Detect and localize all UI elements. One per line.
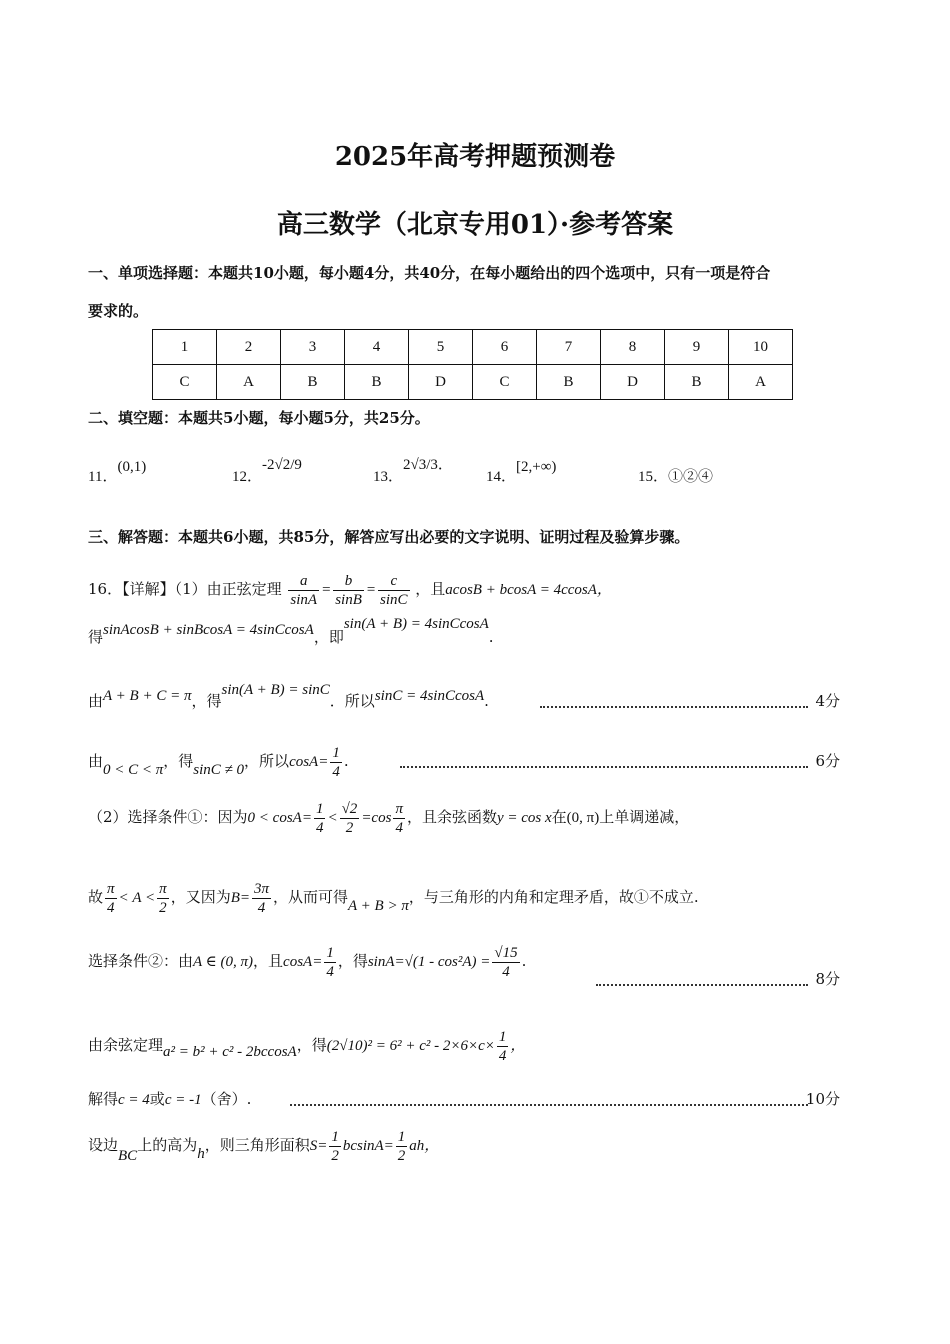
- math-expression: sinC ≠ 0: [193, 761, 245, 778]
- score-leader-dots: [540, 706, 808, 708]
- text: 由: [88, 751, 104, 770]
- text: 或: [149, 1090, 165, 1108]
- score-leader-dots: [596, 984, 808, 986]
- q16-line7: [88, 944, 526, 981]
- answer-table-number-row: [153, 330, 793, 365]
- math-expression: sinC = 4sinCcosA: [374, 688, 485, 704]
- text: .: [488, 628, 494, 646]
- math-expression: A + B + C = π: [103, 688, 192, 704]
- answer-label: 13．: [373, 469, 404, 485]
- text: 由: [88, 692, 104, 710]
- fill-answer-12: [232, 457, 302, 486]
- math-expression: (0, π): [566, 809, 600, 826]
- math-B: B= $\frac{3\pi}{4}$: [230, 881, 270, 916]
- q16-line1: [88, 572, 612, 609]
- table-cell: 5: [409, 330, 473, 365]
- q16-line5: [88, 800, 689, 837]
- math-cosA: cosA= $\frac{1}{4}$: [289, 745, 340, 780]
- fill-answer-15: [638, 465, 713, 486]
- page-subtitle: 高三数学（北京专用01）·参考答案: [276, 210, 674, 240]
- answer-label: 15．: [638, 469, 669, 485]
- table-cell: 4: [345, 330, 409, 365]
- score-marker: 6分: [815, 752, 840, 770]
- math-expression: h: [197, 1145, 205, 1162]
- text: 在: [551, 807, 567, 826]
- answer-table: [152, 329, 793, 400]
- q16-line2: [88, 616, 494, 647]
- table-cell: C: [153, 365, 217, 400]
- text: .: [521, 951, 527, 970]
- table-cell: B: [537, 365, 601, 400]
- text: 16．【详解】（1）由正弦定理: [88, 579, 282, 598]
- math-expression: 0 < C < π: [103, 761, 164, 778]
- table-cell: D: [601, 365, 665, 400]
- text: 解得: [88, 1090, 119, 1108]
- text: ，且: [415, 579, 446, 598]
- math-area: S= $\frac{1}{2}$ bcsinA= $\frac{1}{2}$ ah，: [309, 1129, 440, 1164]
- answer-table-answer-row: [153, 365, 793, 400]
- q16-line8: [88, 1028, 525, 1065]
- answer-value: 2√3/3．: [403, 457, 453, 473]
- table-cell: 3: [281, 330, 345, 365]
- section2-heading: 二、填空题：本题共5小题，每小题5分，共25分。: [88, 409, 430, 427]
- math-expression: sinAcosB + sinBcosA = 4sinCcosA: [103, 622, 314, 638]
- table-cell: A: [217, 365, 281, 400]
- text: ，所以: [244, 751, 290, 770]
- score-marker: 8分: [815, 970, 840, 988]
- table-cell: 6: [473, 330, 537, 365]
- text: ，且: [253, 951, 284, 970]
- answer-value: -2√2/9: [262, 457, 302, 473]
- text: 得: [88, 628, 104, 646]
- math-expression: c = 4: [118, 1092, 150, 1108]
- text: （2）选择条件①：因为: [88, 807, 248, 826]
- answer-value: (0,1): [117, 459, 147, 475]
- page-title: 2025年高考押题预测卷: [334, 142, 616, 172]
- text: .: [343, 751, 349, 770]
- text: 选择条件②：由: [88, 951, 194, 970]
- math-expression: sin(A + B) = 4sinCcosA: [343, 616, 489, 632]
- fill-answer-14: [486, 459, 557, 486]
- score-leader-dots: [290, 1104, 808, 1106]
- answer-label: 12．: [232, 469, 263, 485]
- text: 设边: [88, 1135, 119, 1154]
- table-cell: A: [729, 365, 793, 400]
- math-range: $\frac{\pi}{4}$ < A < $\frac{\pi}{2}$: [107, 881, 167, 916]
- text: ，且余弦函数: [406, 807, 497, 826]
- text: 由余弦定理: [88, 1035, 164, 1054]
- fill-answer-13: [373, 457, 453, 486]
- text: （舍）.: [201, 1090, 252, 1108]
- math-cosA: cosA= $\frac{1}{4}$: [283, 945, 334, 980]
- table-cell: B: [665, 365, 729, 400]
- text: ，得: [191, 692, 222, 710]
- q16-line4: [88, 744, 349, 781]
- table-cell: B: [281, 365, 345, 400]
- text: .: [484, 692, 489, 710]
- math-equation: (2√10)² = 6² + c² - 2×6×c× $\frac{1}{4}$ ，: [326, 1029, 526, 1064]
- table-cell: D: [409, 365, 473, 400]
- text: ，又因为: [170, 887, 231, 906]
- table-cell: B: [345, 365, 409, 400]
- table-cell: 8: [601, 330, 665, 365]
- text: ，则三角形面积: [204, 1135, 310, 1154]
- text: ．所以: [329, 692, 375, 710]
- text: ，得: [337, 951, 368, 970]
- text: 上单调递减，: [599, 807, 690, 826]
- q16-line9: [88, 1088, 251, 1109]
- table-cell: C: [473, 365, 537, 400]
- q16-line6: [88, 880, 699, 917]
- math-expression: y = cos x: [496, 809, 552, 826]
- q16-line3: [88, 682, 489, 711]
- section3-heading: 三、解答题：本题共6小题，共85分，解答应写出必要的文字说明、证明过程及验算步骤。: [88, 528, 690, 546]
- math-ratio: $\frac{a}{\sin A}$ = $\frac{b}{\sin B}$ = $\frac{c}{\sin C}$: [290, 573, 408, 608]
- score-marker: 10分: [805, 1090, 840, 1108]
- table-cell: 7: [537, 330, 601, 365]
- table-cell: 1: [153, 330, 217, 365]
- score-marker: 4分: [815, 692, 840, 710]
- table-cell: 10: [729, 330, 793, 365]
- table-cell: 2: [217, 330, 281, 365]
- math-expression: A ∈ (0, π): [193, 953, 254, 970]
- math-expression: A + B > π: [348, 897, 409, 914]
- math-expression: a² = b² + c² - 2bccosA: [163, 1043, 297, 1060]
- section1-heading-line1: 一、单项选择题：本题共10小题，每小题4分，共40分，在每小题给出的四个选项中，只有一项是符合: [88, 264, 771, 282]
- text: ，与三角形的内角和定理矛盾，故①不成立.: [408, 887, 699, 906]
- text: ，即: [313, 628, 344, 646]
- math-expression: sin(A + B) = sinC: [221, 682, 330, 698]
- text: ，从而可得: [273, 887, 349, 906]
- table-cell: 9: [665, 330, 729, 365]
- math-sinA: sinA=√(1 - cos²A) = $\frac{√15}{4}$: [367, 945, 518, 980]
- score-leader-dots: [400, 766, 808, 768]
- math-expression: c = -1: [164, 1092, 202, 1108]
- math-expression: BC: [118, 1147, 138, 1164]
- text: 上的高为: [137, 1135, 198, 1154]
- math-expression: acosB + bcosA = 4ccosA，: [445, 581, 612, 598]
- text: ，得: [296, 1035, 327, 1054]
- answer-label: 11．: [88, 469, 118, 485]
- text: 故: [88, 887, 104, 906]
- answer-value: [2,+∞): [516, 459, 557, 475]
- section1-heading-line2: 要求的。: [88, 302, 149, 320]
- answer-label: 14．: [486, 469, 517, 485]
- math-inequality: 0 < cosA= $\frac{1}{4}$ < $\frac{√2}{2}$ =cos $\frac{\pi}{4}$: [247, 801, 403, 836]
- answer-value: ①②④: [668, 469, 714, 485]
- q16-line10: [88, 1128, 439, 1165]
- text: ，得: [163, 751, 194, 770]
- fill-answer-11: [88, 459, 147, 486]
